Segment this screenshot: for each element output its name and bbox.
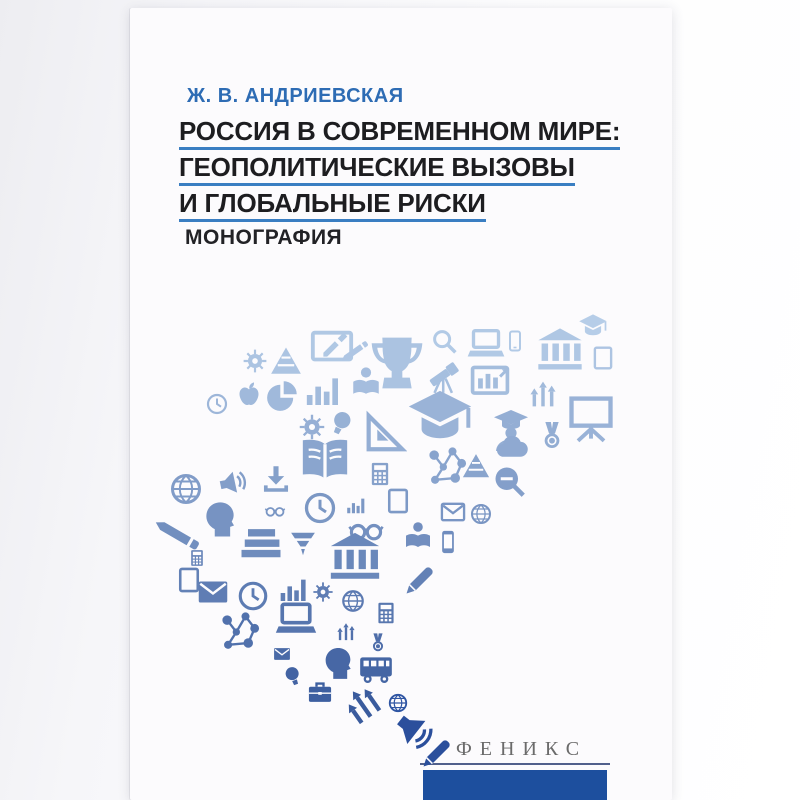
gear-icon [313,582,332,601]
bank-icon [538,328,581,369]
laptop-icon [276,604,316,632]
title-line-3: И ГЛОБАЛЬНЫЕ РИСКИ [179,190,486,222]
globe-icon [173,476,200,503]
arrows-icon [530,382,555,407]
apple-icon [239,382,258,405]
setsq-icon [369,416,403,450]
molecule-icon [222,612,259,648]
mega-icon [218,470,246,496]
arrows-icon [340,682,383,725]
calc-icon [191,550,203,566]
tablet-icon [180,569,198,591]
clock-icon [240,583,266,609]
bulb-icon [329,409,353,436]
pie-icon [267,381,297,411]
scope-icon [428,362,459,393]
bars-icon [347,499,364,514]
tablet-icon [595,348,611,369]
zoomout-icon [496,468,524,496]
mailf-icon [199,582,228,603]
title-line-1: РОССИЯ В СОВРЕМЕННОМ МИРЕ: [179,118,620,150]
arrows-icon [337,623,354,640]
calc-icon [372,463,388,485]
head-icon [326,648,351,679]
head-icon [206,502,234,536]
books-icon [242,529,281,557]
bars-icon [281,580,306,601]
bars-icon [307,378,338,405]
tablet-icon [389,490,407,512]
chartbd-icon [473,367,508,393]
laptop-icon [468,331,505,357]
publisher-name: ФЕНИКС [456,738,588,760]
gear-icon [244,350,267,373]
icon-collage [130,8,672,800]
globe-icon [390,695,407,712]
bus-icon [360,657,392,683]
phonef-icon [442,531,454,553]
calc-icon [378,603,393,624]
mailf-icon [274,648,290,660]
cloud-icon [497,436,528,457]
reader-icon [406,522,430,547]
gear-icon [300,415,325,440]
phone-icon [510,332,520,351]
molecule-icon [429,447,466,483]
trophy-icon [372,338,423,389]
download-icon [264,466,288,492]
book-cover [130,8,672,800]
pen-icon [424,740,450,766]
book-icon [303,440,347,479]
case-icon [309,684,331,702]
subtitle-monograph: МОНОГРАФИЯ [185,226,343,249]
author-name: Ж. В. АНДРИЕВСКАЯ [187,85,404,107]
globe-icon [472,505,490,523]
gradcap-icon [579,314,607,335]
globe-icon [343,591,363,611]
reader-icon [353,367,379,393]
clock-icon [208,395,226,413]
medal-icon [373,633,383,651]
medal-icon [545,422,560,448]
easel-icon [572,399,611,441]
pen-icon [407,567,433,593]
gradcap-icon [409,391,471,438]
glasses-icon [265,508,284,516]
mail-icon [442,504,464,520]
title-line-2: ГЕОПОЛИТИЧЕСКИЕ ВЫЗОВЫ [179,154,575,186]
bulb-icon [284,665,302,686]
pyramid-icon [463,454,489,477]
mega-icon [391,708,436,752]
funnel-icon [291,533,315,556]
search-icon [435,332,456,353]
clock-icon [307,495,334,522]
pyramid-icon [271,348,301,374]
